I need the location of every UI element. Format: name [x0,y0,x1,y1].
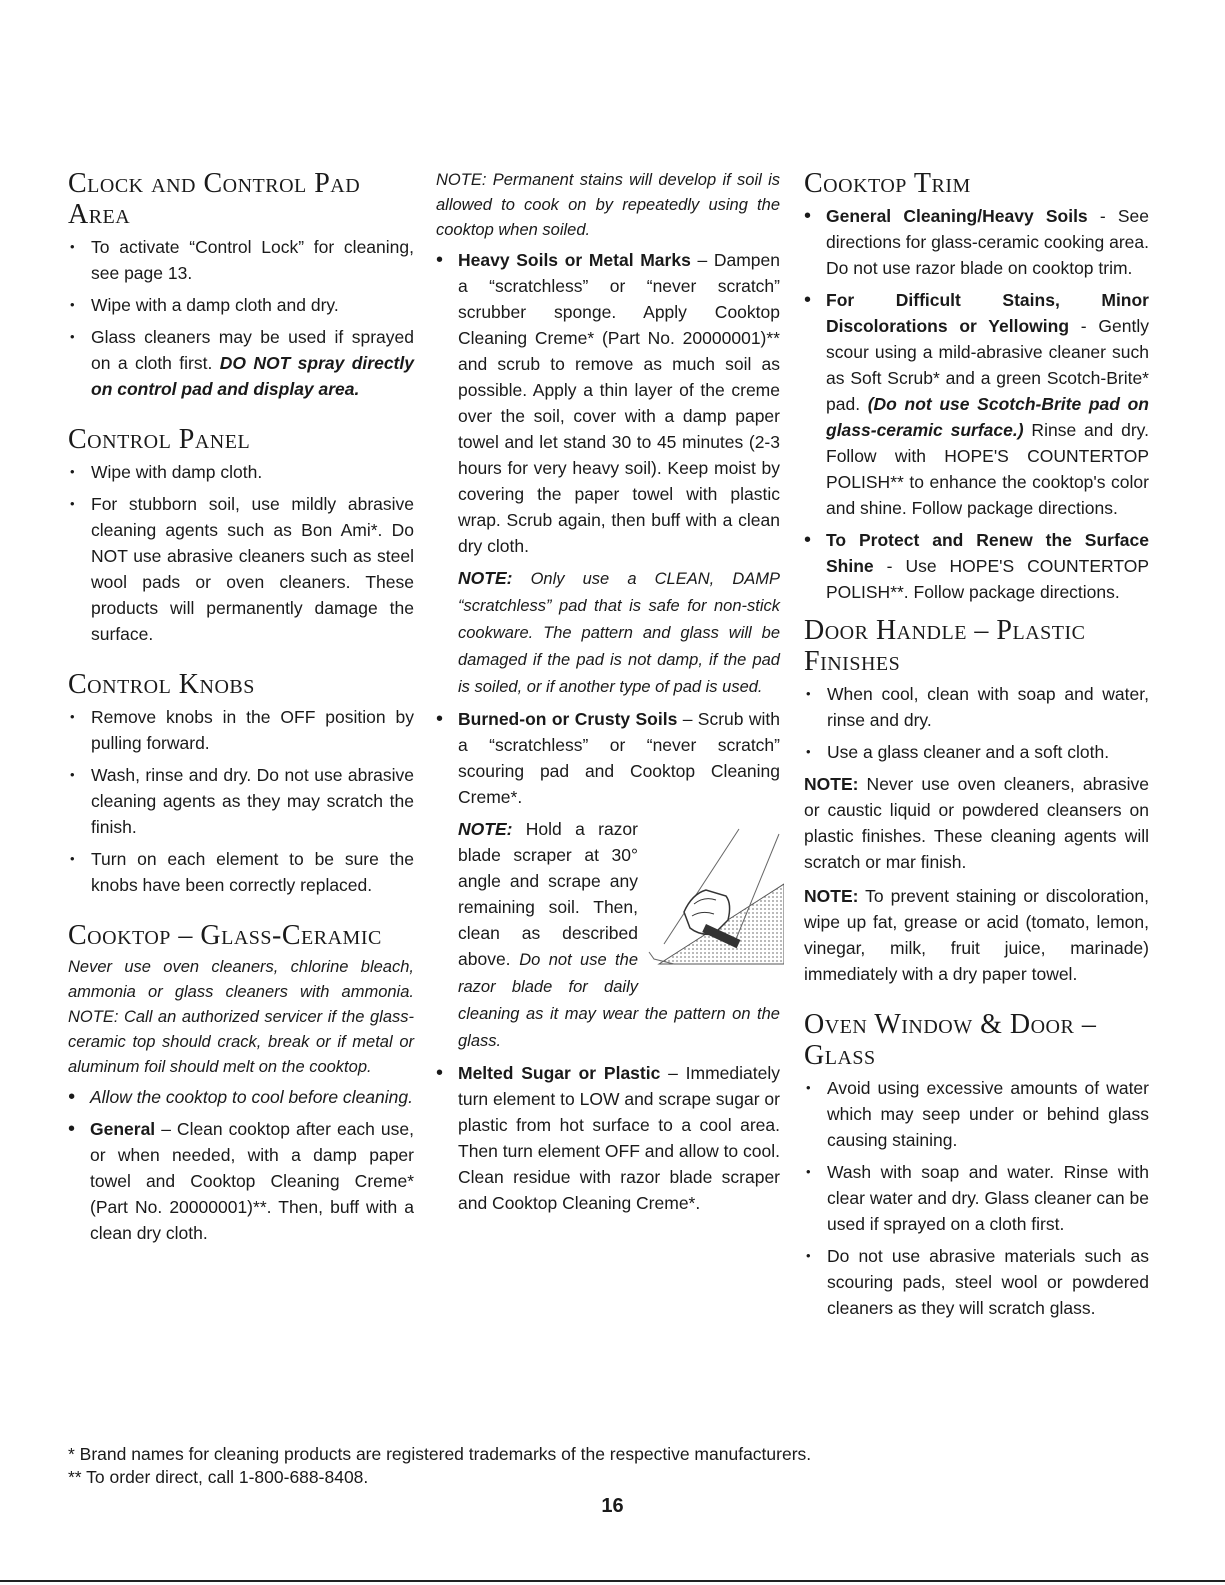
list-item: • Remove knobs in the OFF position by pulling forward. [68,704,414,756]
section-cooktop-glass-ceramic [68,920,414,1246]
page-number: 16 [601,1495,624,1517]
note-text: Never use oven cleaners, abrasive or caustic liquid or powdered cleansers on plastic finishes. These cleaning agents will scratch or mar finish. [804,774,1149,872]
section-control-knobs [68,669,414,898]
list-item-text: Glass cleaners may be used if sprayed on a cloth first. [91,327,414,373]
heading-door-handle: Door Handle – Plastic Finishes [804,615,1086,677]
column-right [804,168,1149,1343]
note-damp-pad [458,565,780,700]
list-item: • Wipe with damp cloth. [68,459,414,485]
list-item: • To activate “Control Lock” for cleaning, see page 13. [68,234,414,286]
glass-ceramic-intro: Never use oven cleaners, chlorine bleach, ammonia or glass cleaners with ammonia. NOTE: Call an authorized servicer if the glass-ceramic top should crack, break or if metal or aluminum foil should melt on the cooktop. [68,958,414,1076]
item-text: - Gently scour using a mild-abrasive cleaner such as Soft Scrub* and a green Scotch-Brite* pad. [826,316,1149,414]
list-item [68,324,414,402]
column-left [68,168,414,1268]
footnote-order-phone: ** To order direct, call 1-800-688-8408. [68,1467,369,1487]
footnote-trademarks: * Brand names for cleaning products are registered trademarks of the respective manufacturers. [68,1444,812,1464]
panel-bullet-list [68,459,414,647]
heading-cooktop-trim: Cooktop Trim [804,168,971,199]
list-item: • Allow the cooktop to cool before cleaning. [68,1084,414,1110]
column-middle [436,168,780,1222]
list-item: • Wash with soap and water. Rinse with clear water and dry. Glass cleaner can be used if sprayed on a cloth first. [804,1159,1149,1237]
note-razor-scraper [458,816,780,1054]
clock-bullet-list [68,234,414,402]
bottom-rule [0,1580,1225,1582]
glass-bullet-list [68,1084,414,1246]
list-item [436,1060,780,1216]
trim-bullet-list [804,203,1149,605]
note-text: To prevent staining or discoloration, wipe up fat, grease or acid (tomato, lemon, vinegar, milk, fruit juice, marinade) immediately with a dry paper towel. [804,886,1149,984]
item-text: - See directions for glass-ceramic cooking area. Do not use razor blade on cooktop trim. [826,206,1149,278]
note-permanent-stains: NOTE: Permanent stains will develop if soil is allowed to cook on by repeatedly using the cooktop when soiled. [436,171,780,239]
warning-text: (Do not use Scotch-Brite pad on glass-ceramic surface.) [826,394,1149,440]
list-item [436,706,780,1054]
note-label: NOTE: [804,886,859,906]
list-item [68,1116,414,1246]
heading-clock-control-pad: Clock and Control Pad Area [68,168,361,230]
item-label: Melted Sugar or Plastic [458,1063,661,1083]
item-text: – Dampen a “scratchless” or “never scratch” scrubber sponge. Apply Cooktop Cleaning Creme* (Part No. 20000001)** and scrub to remove as much soil as possible. Apply a thin layer of the creme over the soil, cover with a damp paper towel and let stand 30 to 45 minutes (2-3 hours for very heavy soil). Keep moist by covering the paper towel with plastic wrap. Scrub again, then buff with a clean dry cloth. [458,250,780,556]
heading-cooktop-glass-ceramic: Cooktop – Glass-Ceramic [68,920,382,951]
note-label: NOTE: [458,819,513,839]
note-label: NOTE: [804,774,859,794]
window-bullet-list [804,1075,1149,1321]
note-label: NOTE: [458,568,513,588]
list-item [804,287,1149,521]
list-item: • Wipe with a damp cloth and dry. [68,292,414,318]
section-control-panel [68,424,414,647]
note-text: Only use a CLEAN, DAMP “scratchless” pad that is safe for non-stick cookware. The pattern and glass will be damaged if the pad is not damp, if the pad is soiled, or if another type of pad is used. [458,570,780,696]
warning-text: DO NOT spray directly on control pad and display area. [91,353,414,399]
list-item: • When cool, clean with soap and water, rinse and dry. [804,681,1149,733]
item-text: Rinse and dry. Follow with HOPE'S COUNTERTOP POLISH** to enhance the cooktop's color and shine. Follow package directions. [826,420,1149,518]
section-oven-window [804,1009,1149,1321]
cooktop-cleaning-list [436,247,780,1216]
knobs-bullet-list [68,704,414,898]
heading-control-knobs: Control Knobs [68,669,255,700]
list-item: • Turn on each element to be sure the knobs have been correctly replaced. [68,846,414,898]
section-clock-control-pad [68,168,414,402]
heading-control-panel: Control Panel [68,424,251,455]
list-item: • Avoid using excessive amounts of water which may seep under or behind glass causing staining. [804,1075,1149,1153]
note-plastic-finishes [804,771,1149,875]
note-staining [804,883,1149,987]
list-item [436,247,780,700]
razor-scraper-illustration [644,824,784,974]
section-door-handle [804,615,1149,987]
list-item: • Do not use abrasive materials such as scouring pads, steel wool or powdered cleaners as they will scratch glass. [804,1243,1149,1321]
list-item: • Use a glass cleaner and a soft cloth. [804,739,1149,765]
item-label: To Protect and Renew the Surface Shine [826,530,1149,576]
footnotes [68,1443,1168,1489]
list-item: • Wash, rinse and dry. Do not use abrasive cleaning agents as they may scratch the finish. [68,762,414,840]
item-label: General [90,1119,156,1139]
heading-oven-window: Oven Window & Door – Glass [804,1009,1097,1071]
section-cooktop-trim [804,168,1149,605]
item-text: – Clean cooktop after each use, or when needed, with a damp paper towel and Cooktop Cleaning Creme* (Part No. 20000001)**. Then, buff with a clean dry cloth. [90,1119,414,1243]
item-text: – Scrub with a “scratchless” or “never scratch” scouring pad and Cooktop Cleaning Creme*. [458,709,781,807]
list-item: • For stubborn soil, use mildly abrasive cleaning agents such as Bon Ami*. Do NOT use abrasive cleaners such as steel wool pads or oven cleaners. These products will permanently damage the surface. [68,491,414,647]
item-text: - Use HOPE'S COUNTERTOP POLISH**. Follow package directions. [826,556,1149,602]
item-label: For Difficult Stains, Minor Discolorations or Yellowing [826,290,1149,336]
item-label: Heavy Soils or Metal Marks [458,250,691,270]
list-item [804,203,1149,281]
item-label: Burned-on or Crusty Soils [458,709,678,729]
note-italic: Do not use the razor blade for daily cleaning as it may wear the pattern on the glass. [458,951,780,1050]
item-text: – Immediately turn element to LOW and scrape sugar or plastic from hot surface to a cool area. Then turn element OFF and allow to cool. Clean residue with razor blade scraper and Cooktop Cleaning Creme*. [458,1063,781,1213]
handle-bullet-list [804,681,1149,765]
item-label: General Cleaning/Heavy Soils [826,206,1088,226]
note-text: Hold a razor blade scraper at 30° angle and scrape any remaining soil. Then, clean as described above. [458,819,638,969]
list-item [804,527,1149,605]
